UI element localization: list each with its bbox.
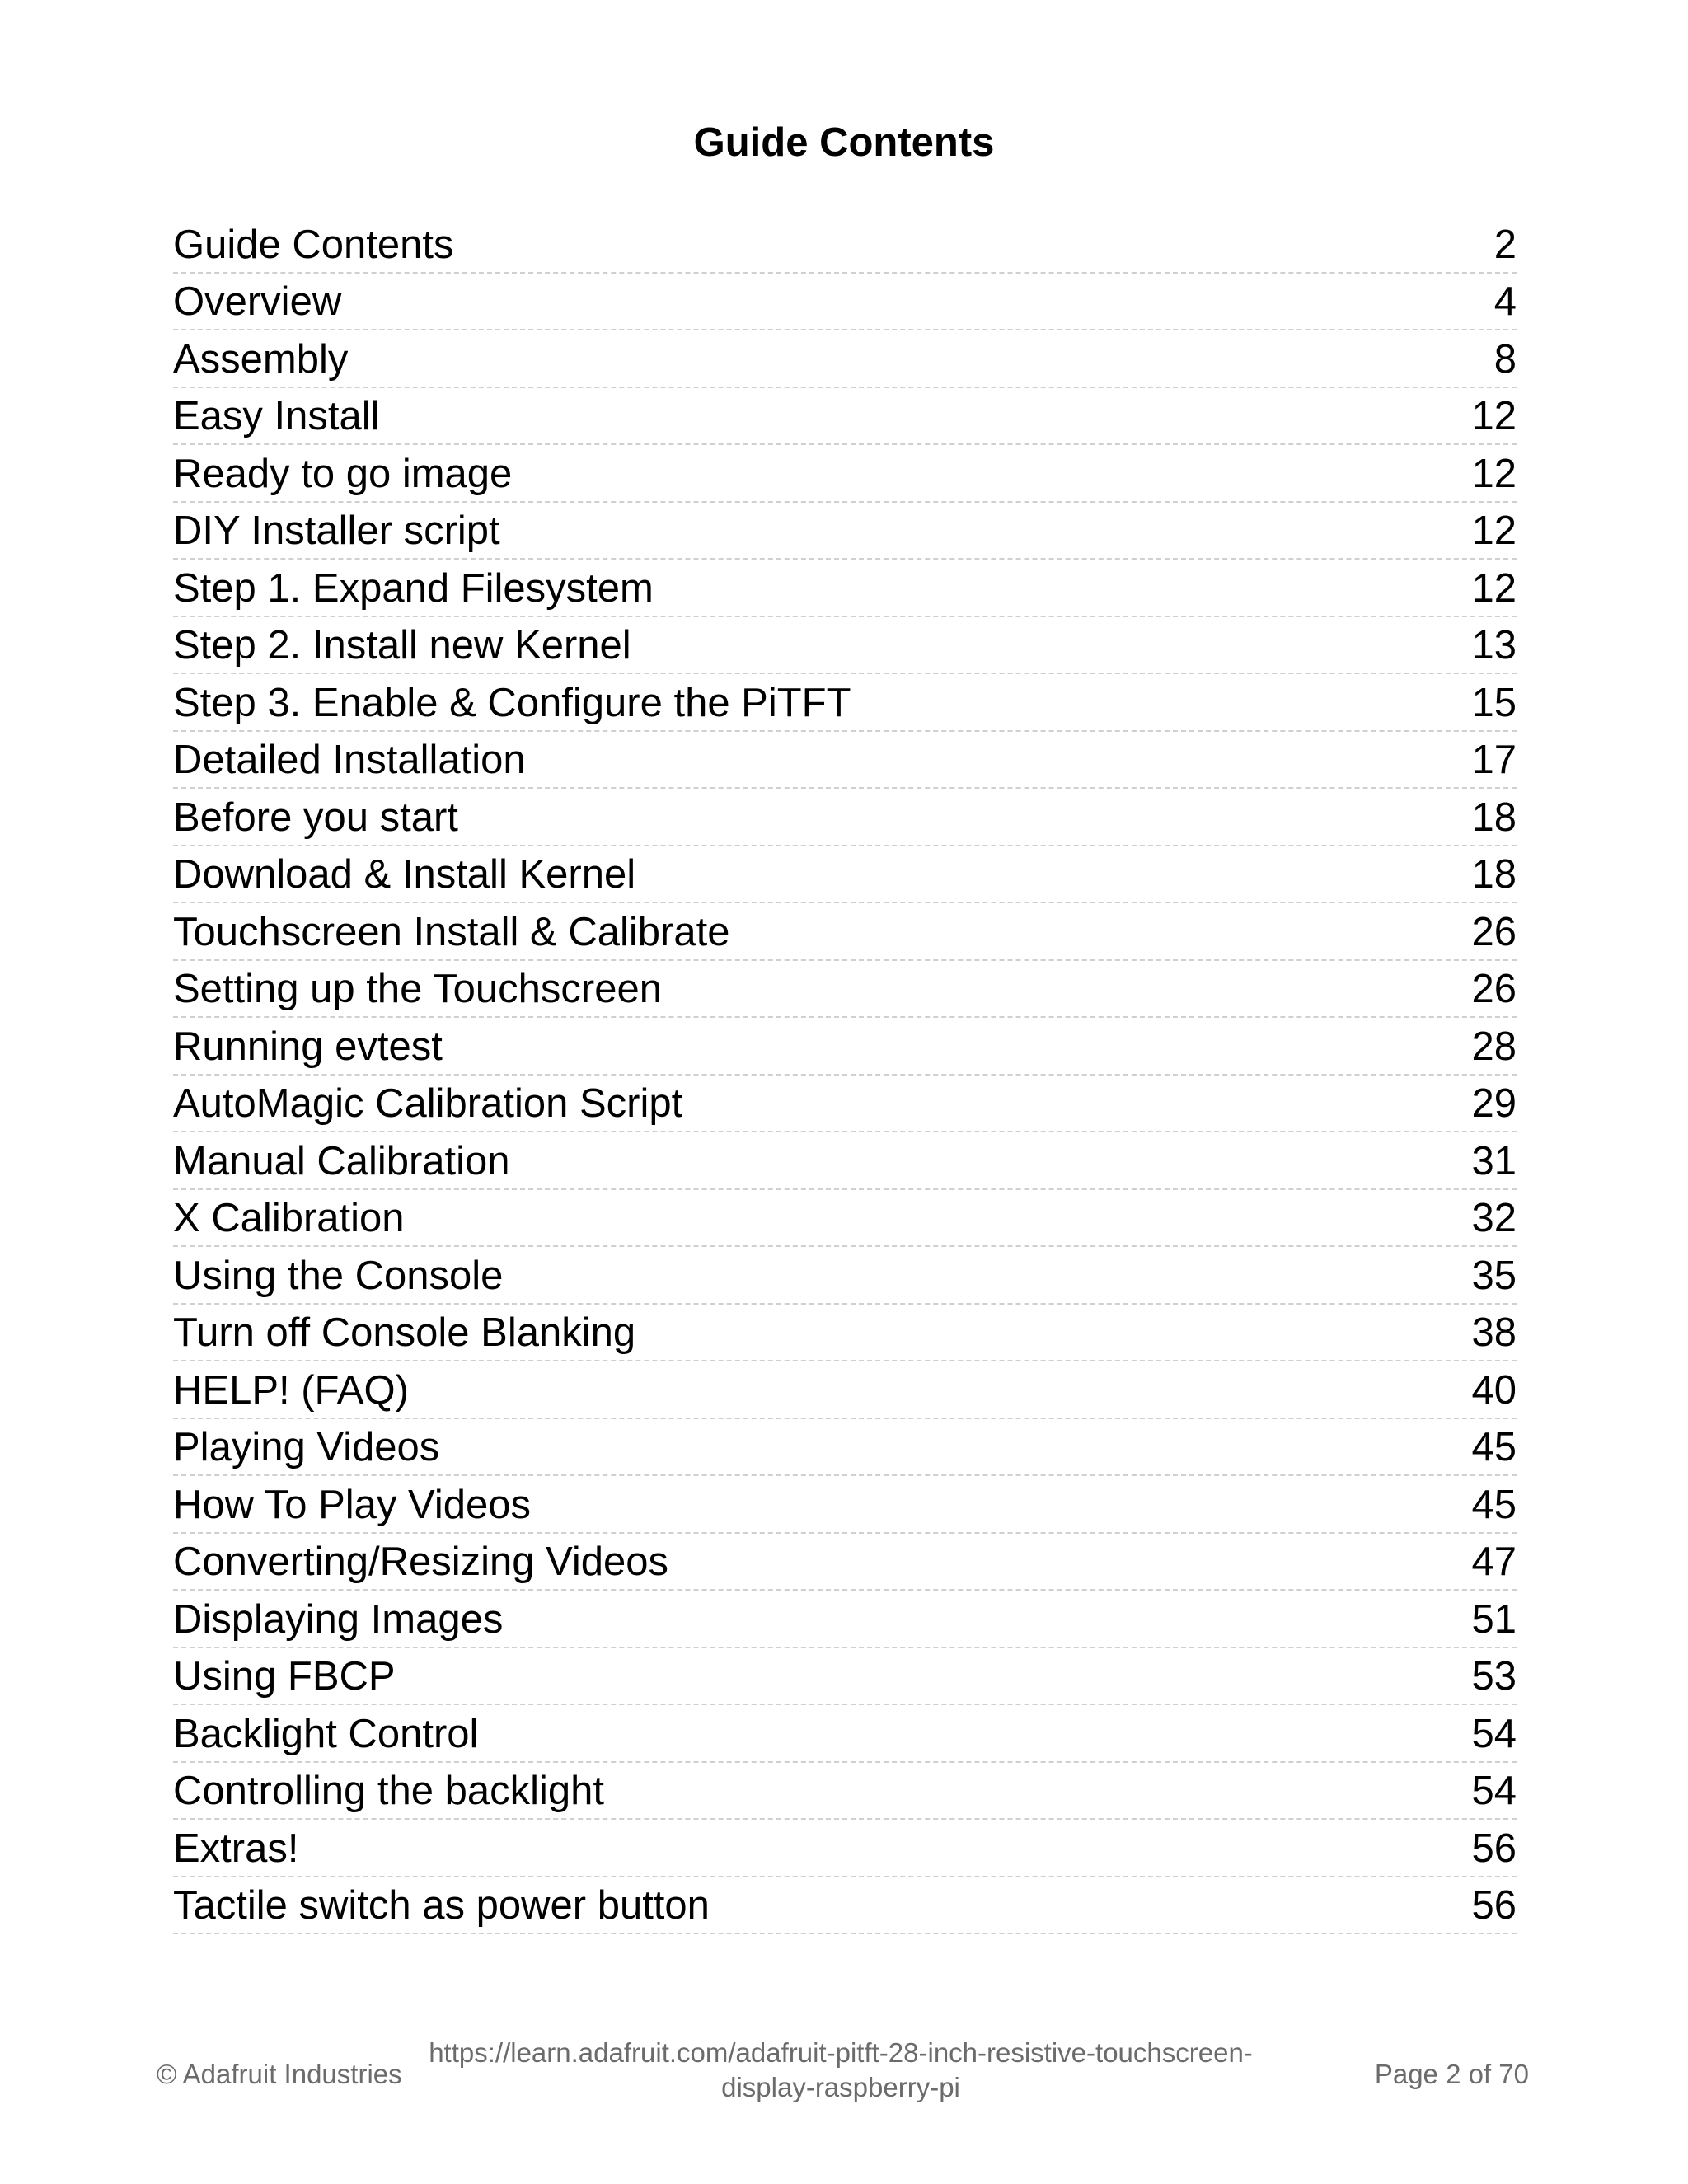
- toc-entry-title: Playing Videos: [173, 1425, 440, 1469]
- footer-url-line2[interactable]: display-raspberry-pi: [721, 2072, 960, 2102]
- toc-entry[interactable]: [173, 1361, 1517, 1419]
- toc-entry[interactable]: [173, 216, 1517, 274]
- toc-entry-title: Step 2. Install new Kernel: [173, 623, 631, 668]
- toc-entry-title: Controlling the backlight: [173, 1769, 604, 1813]
- toc-entry-page: 53: [1471, 1654, 1517, 1699]
- toc-entry[interactable]: [173, 274, 1517, 331]
- toc-entry-title: DIY Installer script: [173, 509, 500, 553]
- toc-entry-title: Using the Console: [173, 1253, 504, 1298]
- toc-entry[interactable]: [173, 1820, 1517, 1877]
- toc-entry[interactable]: [173, 1534, 1517, 1591]
- toc-entry[interactable]: [173, 1247, 1517, 1305]
- toc-entry-title: Running evtest: [173, 1024, 443, 1069]
- footer-copyright: © Adafruit Industries: [157, 2059, 402, 2089]
- toc-entry-title: Step 1. Expand Filesystem: [173, 565, 654, 611]
- footer-page-number: Page 2 of 70: [1374, 2059, 1529, 2089]
- toc-entry-page: 56: [1471, 1883, 1517, 1928]
- toc-entry-page: 4: [1493, 279, 1517, 324]
- toc-entry-title: Turn off Console Blanking: [173, 1310, 636, 1355]
- toc-entry-title: Detailed Installation: [173, 738, 526, 782]
- toc-entry-page: 2: [1493, 222, 1517, 267]
- toc-entry[interactable]: [173, 1076, 1517, 1133]
- toc-entry-page: 18: [1471, 852, 1517, 897]
- footer-url-line1[interactable]: https://learn.adafruit.com/adafruit-pitft-28-inch-resistive-touchscreen-: [429, 2037, 1253, 2068]
- page-footer: [157, 2036, 1529, 2118]
- toc-entry-title: Easy Install: [173, 394, 380, 438]
- toc-entry-page: 15: [1471, 680, 1517, 725]
- toc-entry-page: 47: [1471, 1540, 1517, 1584]
- toc-entry-page: 29: [1471, 1081, 1517, 1126]
- toc-entry-title: Before you start: [173, 794, 458, 840]
- toc-entry-page: 12: [1471, 565, 1517, 611]
- toc-entry-title: Step 3. Enable & Configure the PiTFT: [173, 680, 851, 725]
- toc-entry-page: 32: [1471, 1196, 1517, 1240]
- toc-entry[interactable]: [173, 1591, 1517, 1648]
- toc-entry-page: 8: [1493, 336, 1517, 382]
- toc-entry-page: 35: [1471, 1253, 1517, 1298]
- toc-entry[interactable]: [173, 560, 1517, 617]
- toc-entry-title: Ready to go image: [173, 451, 513, 496]
- toc-entry-page: 45: [1471, 1482, 1517, 1527]
- toc-entry-title: Converting/Resizing Videos: [173, 1540, 669, 1584]
- toc-entry-title: X Calibration: [173, 1196, 405, 1240]
- toc-entry-title: Tactile switch as power button: [173, 1883, 710, 1928]
- toc-entry-page: 45: [1471, 1425, 1517, 1469]
- toc-entry-page: 13: [1471, 623, 1517, 668]
- toc-entry-page: 12: [1471, 394, 1517, 438]
- toc-entry[interactable]: [173, 1705, 1517, 1763]
- toc-entry[interactable]: [173, 903, 1517, 961]
- toc-entry[interactable]: [173, 1763, 1517, 1821]
- toc-entry[interactable]: [173, 1305, 1517, 1362]
- toc-entry[interactable]: [173, 1419, 1517, 1477]
- toc-entry-title: Displaying Images: [173, 1596, 504, 1642]
- toc-entry-title: Guide Contents: [173, 222, 454, 267]
- toc-entry[interactable]: [173, 1476, 1517, 1534]
- toc-entry-title: Overview: [173, 279, 342, 324]
- toc-entry-page: 40: [1471, 1367, 1517, 1413]
- toc-entry[interactable]: [173, 732, 1517, 790]
- toc-entry[interactable]: [173, 789, 1517, 846]
- footer-url[interactable]: [429, 2036, 1253, 2105]
- toc-entry-page: 17: [1471, 738, 1517, 782]
- toc-entry-title: Extras!: [173, 1825, 299, 1871]
- toc-entry-page: 26: [1471, 967, 1517, 1011]
- toc-entry[interactable]: [173, 330, 1517, 388]
- toc-entry-page: 18: [1471, 794, 1517, 840]
- toc-entry[interactable]: [173, 503, 1517, 560]
- toc-entry-title: Touchscreen Install & Calibrate: [173, 909, 730, 954]
- page-title: Guide Contents: [693, 120, 995, 165]
- toc-entry-title: AutoMagic Calibration Script: [173, 1081, 683, 1126]
- toc-entry-page: 26: [1471, 909, 1517, 954]
- toc-entry[interactable]: [173, 1877, 1517, 1935]
- toc-entry-page: 54: [1471, 1711, 1517, 1756]
- table-of-contents: [173, 216, 1517, 1934]
- toc-entry[interactable]: [173, 1132, 1517, 1190]
- toc-entry[interactable]: [173, 388, 1517, 446]
- toc-entry[interactable]: [173, 1648, 1517, 1706]
- toc-entry-page: 54: [1471, 1769, 1517, 1813]
- toc-entry[interactable]: [173, 1018, 1517, 1076]
- toc-entry-title: HELP! (FAQ): [173, 1367, 409, 1413]
- toc-entry-title: Backlight Control: [173, 1711, 479, 1756]
- toc-entry-title: Setting up the Touchscreen: [173, 967, 662, 1011]
- toc-entry[interactable]: [173, 961, 1517, 1019]
- toc-entry[interactable]: [173, 1190, 1517, 1248]
- toc-entry-page: 28: [1471, 1024, 1517, 1069]
- toc-entry-page: 51: [1471, 1596, 1517, 1642]
- toc-entry-page: 38: [1471, 1310, 1517, 1355]
- toc-entry[interactable]: [173, 846, 1517, 904]
- toc-entry-page: 31: [1471, 1138, 1517, 1183]
- toc-entry-page: 12: [1471, 509, 1517, 553]
- toc-entry-page: 12: [1471, 451, 1517, 496]
- toc-entry[interactable]: [173, 445, 1517, 503]
- toc-entry[interactable]: [173, 674, 1517, 732]
- toc-entry-title: How To Play Videos: [173, 1482, 531, 1527]
- toc-entry-title: Download & Install Kernel: [173, 852, 636, 897]
- toc-entry-title: Using FBCP: [173, 1654, 396, 1699]
- toc-entry-page: 56: [1471, 1825, 1517, 1871]
- toc-entry[interactable]: [173, 617, 1517, 675]
- toc-entry-title: Assembly: [173, 336, 349, 382]
- toc-entry-title: Manual Calibration: [173, 1138, 510, 1183]
